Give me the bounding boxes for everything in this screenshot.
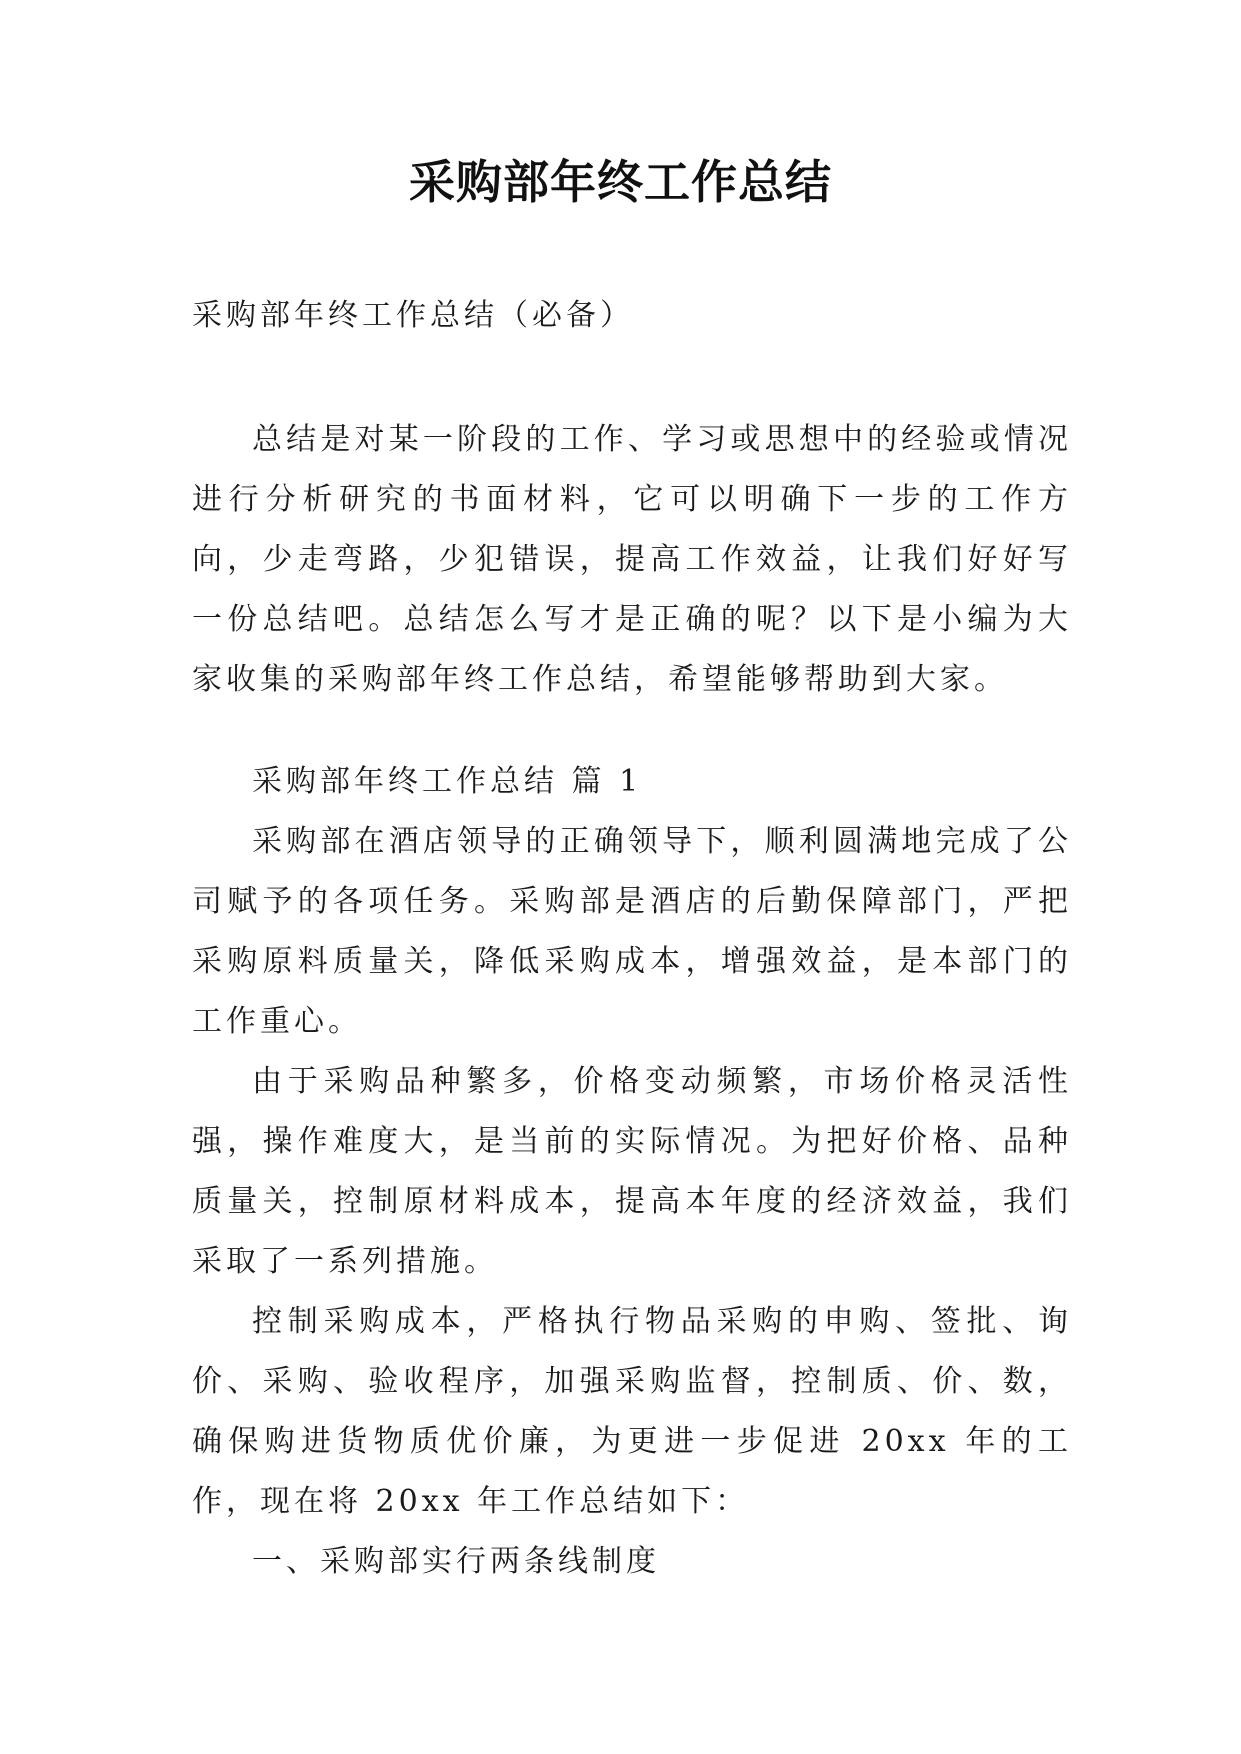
document-body: [192, 410, 1072, 1592]
document-subtitle: 采购部年终工作总结（必备）: [192, 298, 634, 333]
body-paragraph: 控制采购成本，严格执行物品采购的申购、签批、询价、采购、验收程序，加强采购监督，控制质、价、数，确保购进货物质优价廉，为更进一步促进 20xx 年的工作，现在将 20xx 年工作总结如下：: [192, 1304, 1072, 1519]
document-title: 采购部年终工作总结: [409, 155, 832, 209]
subsection-heading: 一、采购部实行两条线制度: [252, 1544, 660, 1579]
intro-paragraph: 总结是对某一阶段的工作、学习或思想中的经验或情况进行分析研究的书面材料，它可以明确下一步的工作方向，少走弯路，少犯错误，提高工作效益，让我们好好写一份总结吧。总结怎么写才是正确的呢？以下是小编为大家收集的采购部年终工作总结，希望能够帮助到大家。: [192, 422, 1072, 697]
body-paragraph: 采购部在酒店领导的正确领导下，顺利圆满地完成了公司赋予的各项任务。采购部是酒店的后勤保障部门，严把采购原料质量关，降低采购成本，增强效益，是本部门的工作重心。: [192, 824, 1072, 1039]
section-heading: 采购部年终工作总结 篇 1: [252, 764, 643, 799]
body-paragraph: 由于采购品种繁多，价格变动频繁，市场价格灵活性强，操作难度大，是当前的实际情况。为把好价格、品种质量关，控制原材料成本，提高本年度的经济效益，我们采取了一系列措施。: [192, 1064, 1072, 1279]
